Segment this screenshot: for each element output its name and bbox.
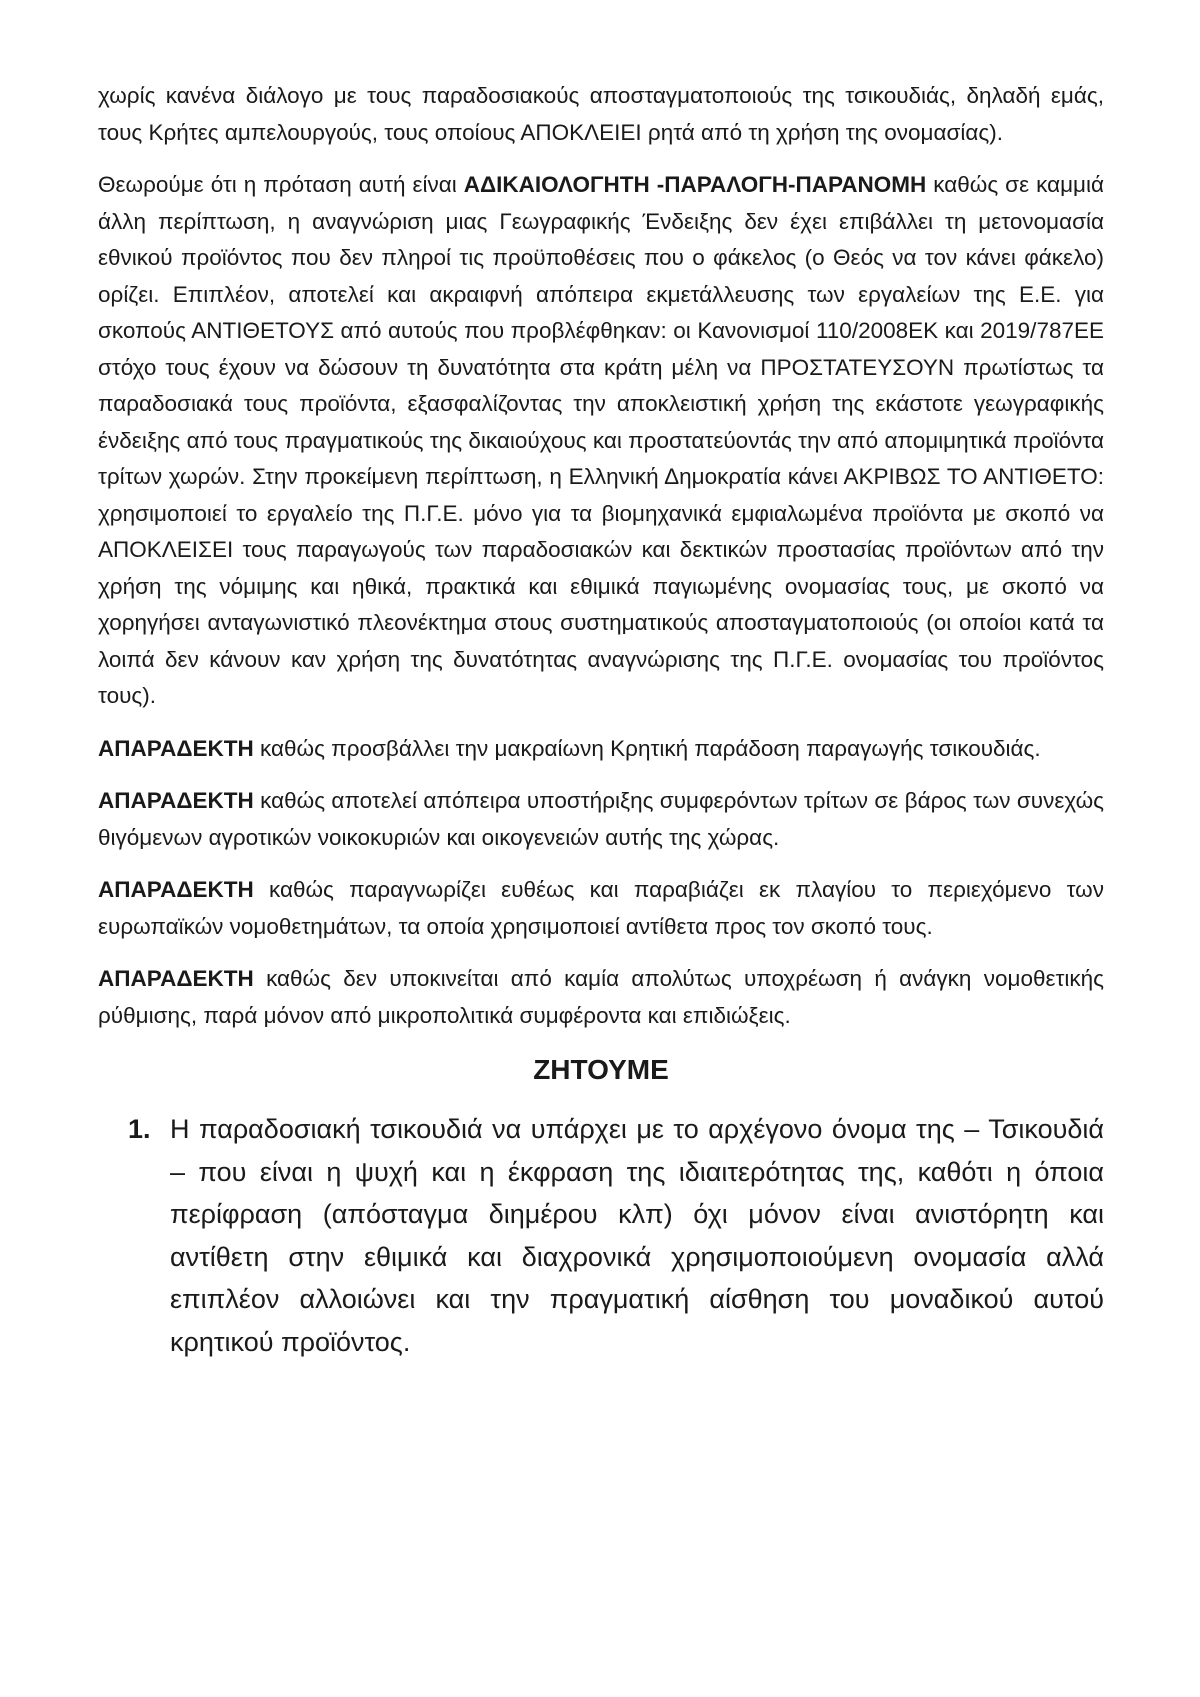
paragraph-emphasis: ΑΠΑΡΑΔΕΚΤΗ: [98, 966, 254, 991]
paragraph-emphasis: ΑΠΑΡΑΔΕΚΤΗ: [98, 788, 254, 813]
paragraph-unacceptable-3: [98, 872, 1104, 945]
paragraph-emphasis: ΑΠΑΡΑΔΕΚΤΗ: [98, 735, 254, 761]
paragraph-post: καθώς παραγνωρίζει ευθέως και παραβιάζει εκ πλαγίου το περιεχόμενο των ευρωπαϊκών νομοθετημάτων, τα οποία χρησιμοποιεί αντίθετα προς τον σκοπό τους.: [98, 877, 1104, 939]
paragraph-main-argument: [98, 167, 1104, 715]
demand-number: 1.: [128, 1114, 151, 1144]
document-page: [98, 78, 1104, 1363]
paragraph-emphasis: ΑΔΙΚΑΙΟΛΟΓΗΤΗ -ΠΑΡΑΛΟΓΗ-ΠΑΡΑΝΟΜΗ: [463, 172, 927, 197]
paragraph-unacceptable-2: [98, 783, 1104, 856]
demand-text: Η παραδοσιακή τσικουδιά να υπάρχει με το αρχέγονο όνομα της – Τσικουδιά – που είναι η ψυχή και η έκφραση της ιδιαιτερότητας της, καθότι η όποια περίφραση (απόσταγμα διημέρου κλπ) όχι μόνον είναι ανιστόρητη και αντίθετη στην εθιμικά και διαχρονικά χρησιμοποιούμενη ονομασία αλλά επιπλέον αλλοιώνει και την πραγματική αίσθηση του μοναδικού αυτού κρητικού προϊόντος.: [170, 1114, 1104, 1357]
paragraph-emphasis: ΑΠΑΡΑΔΕΚΤΗ: [98, 877, 254, 902]
section-heading: ΖΗΤΟΥΜΕ: [533, 1054, 669, 1085]
demands-list: [98, 1108, 1104, 1363]
paragraph-unacceptable-4: [98, 961, 1104, 1034]
paragraph-intro: [98, 78, 1104, 151]
paragraph-post: καθώς προσβάλλει την μακραίωνη Κρητική παράδοση παραγωγής τσικουδιάς.: [253, 735, 1041, 761]
paragraph-post: καθώς αποτελεί απόπειρα υποστήριξης συμφερόντων τρίτων σε βάρος των συνεχώς θιγόμενων αγροτικών νοικοκυριών και οικογενειών αυτής της χώρας.: [98, 788, 1104, 850]
demand-item: [98, 1108, 1104, 1363]
paragraph-pre: Θεωρούμε ότι η πρόταση αυτή είναι: [98, 172, 464, 197]
paragraph-post: καθώς σε καμμιά άλλη περίπτωση, η αναγνώριση μιας Γεωγραφικής Ένδειξης δεν έχει επιβάλλει τη μετονομασία εθνικού προϊόντος που δεν πληροί τις προϋποθέσεις που ο φάκελος (ο Θεός να τον κάνει φάκελο) ορίζει. Επιπλέον, αποτελεί και ακραιφνή απόπειρα εκμετάλλευσης των εργαλείων της Ε.Ε. για σκοπούς ΑΝΤΙΘΕΤΟΥΣ από αυτούς που προβλέφθηκαν: οι Κανονισμοί 110/2008ΕΚ και 2019/787ΕΕ στόχο τους έχουν να δώσουν τη δυνατότητα στα κράτη μέλη να ΠΡΟΣΤΑΤΕΥΣΟΥΝ πρωτίστως τα παραδοσιακά τους προϊόντα, εξασφαλίζοντας την αποκλειστική χρήση της εκάστοτε γεωγραφικής ένδειξης από τους πραγματικούς της δικαιούχους και προστατεύοντάς την από απομιμητικά προϊόντα τρίτων χωρών. Στην προκείμενη περίπτωση, η Ελληνική Δημοκρατία κάνει ΑΚΡΙΒΩΣ ΤΟ ΑΝΤΙΘΕΤΟ: χρησιμοποιεί το εργαλείο της Π.Γ.Ε. μόνο για τα βιομηχανικά εμφιαλωμένα προϊόντα με σκοπό να ΑΠΟΚΛΕΙΣΕΙ τους παραγωγούς των παραδοσιακών και δεκτικών προστασίας προϊόντων από την χρήση της νόμιμης και ηθικά, πρακτικά και εθιμικά παγιωμένης ονομασίας τους, με σκοπό να χορηγήσει ανταγωνιστικό πλεονέκτημα στους συστηματικούς αποσταγματοποιούς (οι οποίοι κατά τα λοιπά δεν κάνουν καν χρήση της δυνατότητας αναγνώρισης της Π.Γ.Ε. ονομασίας του προϊόντος τους).: [98, 172, 1105, 708]
paragraph-unacceptable-1: [98, 731, 1104, 768]
paragraph-text: χωρίς κανένα διάλογο με τους παραδοσιακούς αποσταγματοποιούς της τσικουδιάς, δηλαδή εμάς, τους Κρήτες αμπελουργούς, τους οποίους ΑΠΟΚΛΕΙΕΙ ρητά από τη χρήση της ονομασίας).: [98, 83, 1104, 145]
paragraph-post: καθώς δεν υποκινείται από καμία απολύτως υποχρέωση ή ανάγκη νομοθετικής ρύθμισης, παρά μόνον από μικροπολιτικά συμφέροντα και επιδιώξεις.: [98, 966, 1104, 1028]
